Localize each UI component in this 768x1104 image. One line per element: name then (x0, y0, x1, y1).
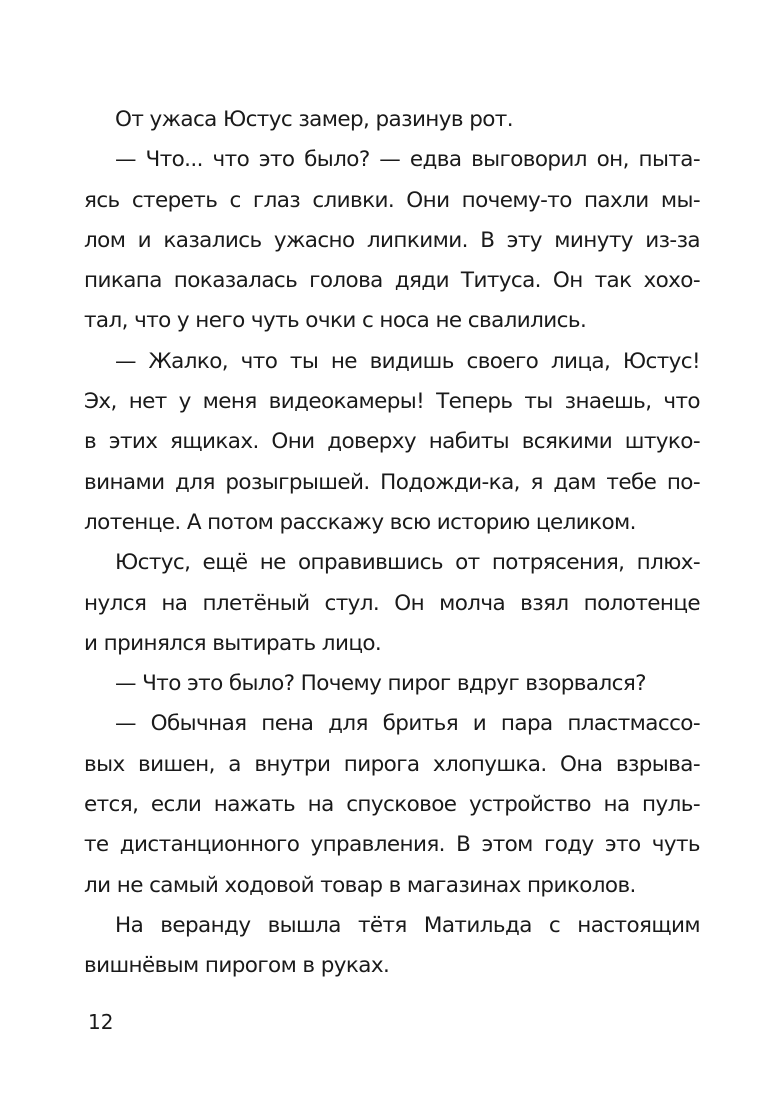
text-line: пикапа показалась голова дяди Титуса. Он так хохо- (84, 268, 700, 294)
text-line: На веранду вышла тётя Матильда с настоящим (115, 912, 700, 938)
text-line: лотенце. А потом расскажу всю историю целиком. (84, 509, 636, 535)
body-text (84, 100, 700, 987)
text-line: — Что это было? Почему пирог вдруг взорвался? (115, 671, 646, 697)
text-line: вишнёвым пирогом в руках. (84, 953, 390, 979)
text-line: тал, что у него чуть очки с носа не свалились. (84, 308, 587, 334)
text-line: нулся на плетёный стул. Он молча взял полотенце (84, 590, 700, 616)
text-line: — Что... что это было? — едва выговорил он, пыта- (115, 147, 700, 173)
text-line: Эх, нет у меня видеокамеры! Теперь ты знаешь, что (84, 389, 700, 415)
text-line: ли не самый ходовой товар в магазинах приколов. (84, 872, 636, 898)
text-line: лом и казались ужасно липкими. В эту минуту из-за (84, 227, 700, 253)
page-number: 12 (88, 1010, 114, 1034)
text-line: те дистанционного управления. В этом году это чуть (84, 832, 700, 858)
text-line: и принялся вытирать лицо. (84, 630, 382, 656)
text-line: в этих ящиках. Они доверху набиты всякими штуко- (84, 429, 700, 455)
text-line: винами для розыгрышей. Подожди-ка, я дам тебе по- (84, 469, 700, 495)
text-line: — Жалко, что ты не видишь своего лица, Юстус! (115, 348, 700, 374)
text-line: вых вишен, а внутри пирога хлопушка. Она взрыва- (84, 751, 700, 777)
text-line: Юстус, ещё не оправившись от потрясения, плюх- (115, 550, 700, 576)
text-line: ясь стереть с глаз сливки. Они почему-то пахли мы- (84, 187, 700, 213)
text-line: ется, если нажать на спусковое устройство на пуль- (84, 792, 700, 818)
text-line: — Обычная пена для бритья и пара пластмассо- (115, 711, 700, 737)
text-line: От ужаса Юстус замер, разинув рот. (115, 107, 513, 132)
